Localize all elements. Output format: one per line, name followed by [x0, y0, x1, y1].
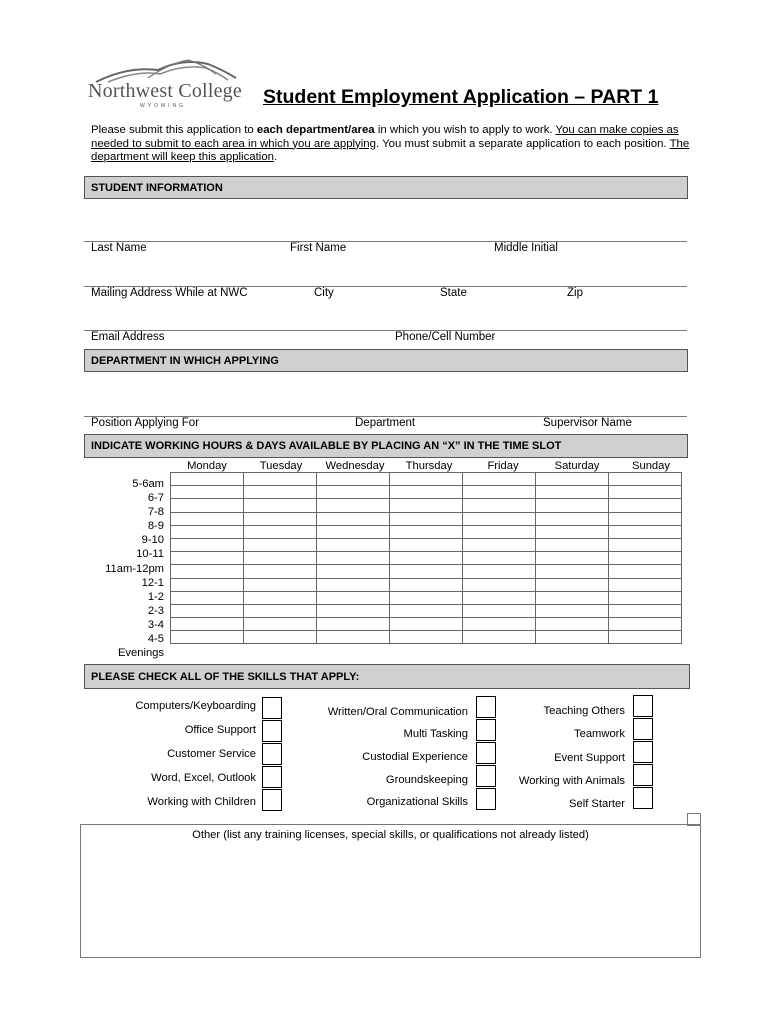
time-slot-cell[interactable] — [390, 565, 463, 578]
hours-row — [171, 499, 682, 512]
intro-p3-underlined: The department will keep this application — [91, 137, 690, 163]
skill-checkbox[interactable] — [476, 788, 496, 810]
time-slot-cell[interactable] — [317, 604, 390, 617]
time-slot-cell[interactable] — [536, 499, 609, 512]
hours-row — [171, 473, 682, 486]
time-slot-cell[interactable] — [609, 591, 682, 604]
day-friday: Friday — [487, 460, 519, 472]
hours-grid — [170, 472, 682, 644]
time-slot-cell[interactable] — [536, 525, 609, 538]
time-slot-cell[interactable] — [171, 591, 244, 604]
hours-row — [171, 512, 682, 525]
logo-sub: WYOMING — [140, 103, 186, 109]
supervisor-label: Supervisor Name — [543, 417, 632, 429]
time-slot-cell[interactable] — [390, 538, 463, 551]
skill-checkbox[interactable] — [262, 697, 282, 719]
time-slot-cell[interactable] — [609, 631, 682, 644]
time-slot-cell[interactable] — [317, 591, 390, 604]
skill-label: Teaching Others — [543, 705, 625, 717]
logo-name: Northwest College — [88, 80, 242, 102]
time-slot-cell[interactable] — [244, 499, 317, 512]
intro-p1-bold: each department/area — [256, 124, 375, 136]
skill-checkbox[interactable] — [476, 742, 496, 764]
time-slot-cell[interactable] — [463, 578, 536, 591]
time-slot-cell[interactable] — [463, 473, 536, 486]
student-info-heading: STUDENT INFORMATION — [84, 176, 688, 199]
time-slot-cell[interactable] — [244, 565, 317, 578]
time-slot-cell[interactable] — [244, 473, 317, 486]
time-slot-cell[interactable] — [609, 578, 682, 591]
hours-row — [171, 486, 682, 499]
time-slot-cell[interactable] — [317, 565, 390, 578]
time-slot-cell[interactable] — [609, 538, 682, 551]
time-slot-cell[interactable] — [244, 578, 317, 591]
intro-p3: . You must submit a separate application to each position. — [375, 137, 670, 150]
time-slot-cell[interactable] — [463, 486, 536, 499]
skill-checkbox[interactable] — [262, 789, 282, 811]
time-label: 7-8 — [147, 506, 164, 519]
middle-initial-label: Middle Initial — [494, 242, 558, 254]
skill-checkbox[interactable] — [476, 765, 496, 787]
time-slot-cell[interactable] — [244, 618, 317, 631]
time-slot-cell[interactable] — [609, 486, 682, 499]
time-slot-cell[interactable] — [536, 618, 609, 631]
time-slot-cell[interactable] — [317, 512, 390, 525]
time-slot-cell[interactable] — [609, 618, 682, 631]
time-slot-cell[interactable] — [390, 631, 463, 644]
time-slot-cell[interactable] — [536, 631, 609, 644]
skill-label: Written/Oral Communication — [327, 706, 468, 718]
time-slot-cell[interactable] — [390, 486, 463, 499]
time-slot-cell[interactable] — [390, 473, 463, 486]
time-slot-cell[interactable] — [609, 512, 682, 525]
day-monday: Monday — [187, 460, 227, 472]
time-label: 8-9 — [147, 520, 164, 533]
skill-label: Working with Children — [147, 796, 256, 808]
hours-row — [171, 525, 682, 538]
contact-line[interactable] — [84, 330, 687, 331]
time-slot-cell[interactable] — [171, 565, 244, 578]
skill-label: Working with Animals — [518, 775, 625, 787]
skill-label: Word, Excel, Outlook — [151, 772, 256, 784]
time-slot-cell[interactable] — [390, 552, 463, 565]
time-slot-cell[interactable] — [609, 604, 682, 617]
time-slot-cell[interactable] — [171, 578, 244, 591]
time-slot-cell[interactable] — [171, 473, 244, 486]
time-label: 5-6am — [132, 478, 164, 490]
time-slot-cell[interactable] — [317, 618, 390, 631]
department-label: Department — [355, 417, 416, 429]
time-slot-cell[interactable] — [536, 512, 609, 525]
city-label: City — [314, 287, 334, 299]
time-slot-cell[interactable] — [463, 538, 536, 551]
time-slot-cell[interactable] — [390, 618, 463, 631]
time-slot-cell[interactable] — [317, 552, 390, 565]
time-slot-cell[interactable] — [171, 618, 244, 631]
hours-row — [171, 618, 682, 631]
skill-checkbox[interactable] — [633, 787, 653, 809]
skill-label: Teamwork — [574, 728, 625, 740]
time-label: 1-2 — [147, 590, 164, 603]
time-slot-cell[interactable] — [463, 631, 536, 644]
state-label: State — [440, 287, 467, 299]
time-slot-cell[interactable] — [317, 499, 390, 512]
hours-row — [171, 552, 682, 565]
skill-checkbox[interactable] — [476, 719, 496, 741]
time-label: 3-4 — [147, 618, 164, 631]
phone-label: Phone/Cell Number — [395, 331, 496, 343]
time-slot-cell[interactable] — [536, 565, 609, 578]
skill-label: Groundskeeping — [385, 774, 468, 786]
time-slot-cell[interactable] — [317, 486, 390, 499]
intro-text — [91, 124, 691, 165]
position-label: Position Applying For — [91, 417, 200, 429]
time-slot-cell[interactable] — [244, 486, 317, 499]
day-saturday: Saturday — [554, 460, 600, 472]
college-logo — [88, 56, 243, 112]
time-slot-cell[interactable] — [536, 486, 609, 499]
time-slot-cell[interactable] — [463, 512, 536, 525]
time-slot-cell[interactable] — [171, 604, 244, 617]
hours-heading: INDICATE WORKING HOURS & DAYS AVAILABLE BY PLACING AN “X” IN THE TIME SLOT — [84, 434, 688, 458]
skill-label: Custodial Experience — [362, 751, 468, 763]
day-thursday: Thursday — [405, 460, 453, 472]
skill-checkbox[interactable] — [633, 718, 653, 740]
intro-p2: in which you wish to apply to work. — [374, 124, 556, 136]
time-slot-cell[interactable] — [244, 552, 317, 565]
time-slot-cell[interactable] — [390, 604, 463, 617]
time-slot-cell[interactable] — [390, 512, 463, 525]
time-slot-cell[interactable] — [463, 604, 536, 617]
skill-checkbox[interactable] — [633, 741, 653, 763]
time-label: 11am-12pm — [105, 562, 164, 575]
hours-row — [171, 578, 682, 591]
email-label: Email Address — [91, 331, 165, 343]
time-slot-cell[interactable] — [244, 512, 317, 525]
name-line[interactable] — [84, 241, 687, 242]
time-slot-cell[interactable] — [171, 552, 244, 565]
skill-label: Event Support — [554, 752, 625, 764]
time-slot-cell[interactable] — [609, 552, 682, 565]
time-slot-cell[interactable] — [244, 631, 317, 644]
time-label: Evenings — [117, 647, 164, 660]
intro-p1: Please submit this application to — [91, 124, 257, 136]
time-slot-cell[interactable] — [390, 578, 463, 591]
skill-checkbox[interactable] — [476, 696, 496, 718]
time-slot-cell[interactable] — [390, 591, 463, 604]
hours-row — [171, 604, 682, 617]
skill-checkbox[interactable] — [633, 695, 653, 717]
time-slot-cell[interactable] — [171, 538, 244, 551]
skill-label: Customer Service — [167, 748, 256, 760]
time-slot-cell[interactable] — [171, 512, 244, 525]
time-slot-cell[interactable] — [244, 604, 317, 617]
time-slot-cell[interactable] — [171, 486, 244, 499]
time-label: 10-11 — [136, 548, 164, 561]
time-slot-cell[interactable] — [244, 525, 317, 538]
time-slot-cell[interactable] — [463, 499, 536, 512]
skill-label: Self Starter — [569, 798, 625, 810]
zip-label: Zip — [567, 287, 583, 299]
day-tuesday: Tuesday — [259, 460, 303, 472]
time-labels — [94, 477, 164, 660]
skills-heading: PLEASE CHECK ALL OF THE SKILLS THAT APPLY: — [84, 664, 690, 689]
time-slot-cell[interactable] — [536, 538, 609, 551]
time-slot-cell[interactable] — [463, 565, 536, 578]
time-slot-cell[interactable] — [536, 473, 609, 486]
hours-row — [171, 538, 682, 551]
time-slot-cell[interactable] — [536, 552, 609, 565]
time-slot-cell[interactable] — [244, 538, 317, 551]
other-qualifications-box[interactable] — [80, 824, 701, 958]
intro-p2-underlined: You can make copies as needed to submit to each area in which you are applying — [91, 124, 679, 150]
time-slot-cell[interactable] — [463, 591, 536, 604]
time-slot-cell[interactable] — [536, 604, 609, 617]
time-label: 9-10 — [141, 534, 164, 547]
skill-checkbox[interactable] — [262, 743, 282, 765]
other-qualifications-label: Other (list any training licenses, special skills, or qualifications not already listed) — [192, 829, 589, 841]
time-slot-cell[interactable] — [317, 473, 390, 486]
time-slot-cell[interactable] — [609, 525, 682, 538]
time-slot-cell[interactable] — [244, 591, 317, 604]
skill-checkbox[interactable] — [633, 764, 653, 786]
time-slot-cell[interactable] — [463, 618, 536, 631]
time-slot-cell[interactable] — [171, 525, 244, 538]
intro-p4: . — [274, 151, 278, 163]
days-header — [170, 460, 688, 472]
time-slot-cell[interactable] — [536, 578, 609, 591]
day-sunday: Sunday — [632, 460, 670, 472]
mailing-address-label: Mailing Address While at NWC — [91, 287, 248, 299]
time-slot-cell[interactable] — [317, 538, 390, 551]
time-slot-cell[interactable] — [609, 473, 682, 486]
time-slot-cell[interactable] — [317, 578, 390, 591]
hours-row — [171, 591, 682, 604]
first-name-label: First Name — [290, 242, 347, 254]
time-label: 4-5 — [147, 633, 164, 646]
hours-row — [171, 565, 682, 578]
last-name-label: Last Name — [91, 242, 147, 254]
time-slot-cell[interactable] — [609, 565, 682, 578]
time-slot-cell[interactable] — [463, 552, 536, 565]
time-slot-cell[interactable] — [390, 499, 463, 512]
time-label: 6-7 — [147, 492, 164, 505]
skill-label: Computers/Keyboarding — [135, 700, 256, 712]
time-label: 12-1 — [141, 576, 164, 589]
department-heading: DEPARTMENT IN WHICH APPLYING — [84, 349, 688, 372]
time-slot-cell[interactable] — [609, 499, 682, 512]
time-slot-cell[interactable] — [171, 499, 244, 512]
hours-row — [171, 631, 682, 644]
skill-label: Office Support — [184, 724, 256, 736]
time-slot-cell[interactable] — [463, 525, 536, 538]
time-slot-cell[interactable] — [390, 525, 463, 538]
skill-label: Multi Tasking — [403, 728, 468, 740]
time-slot-cell[interactable] — [317, 525, 390, 538]
time-label: 2-3 — [147, 604, 164, 617]
skill-checkbox[interactable] — [262, 720, 282, 742]
skill-checkbox[interactable] — [262, 766, 282, 788]
time-slot-cell[interactable] — [536, 591, 609, 604]
time-slot-cell[interactable] — [171, 631, 244, 644]
time-slot-cell[interactable] — [317, 631, 390, 644]
day-wednesday: Wednesday — [325, 460, 385, 472]
skill-label: Organizational Skills — [366, 796, 468, 808]
page-title: Student Employment Application – PART 1 — [263, 86, 659, 108]
